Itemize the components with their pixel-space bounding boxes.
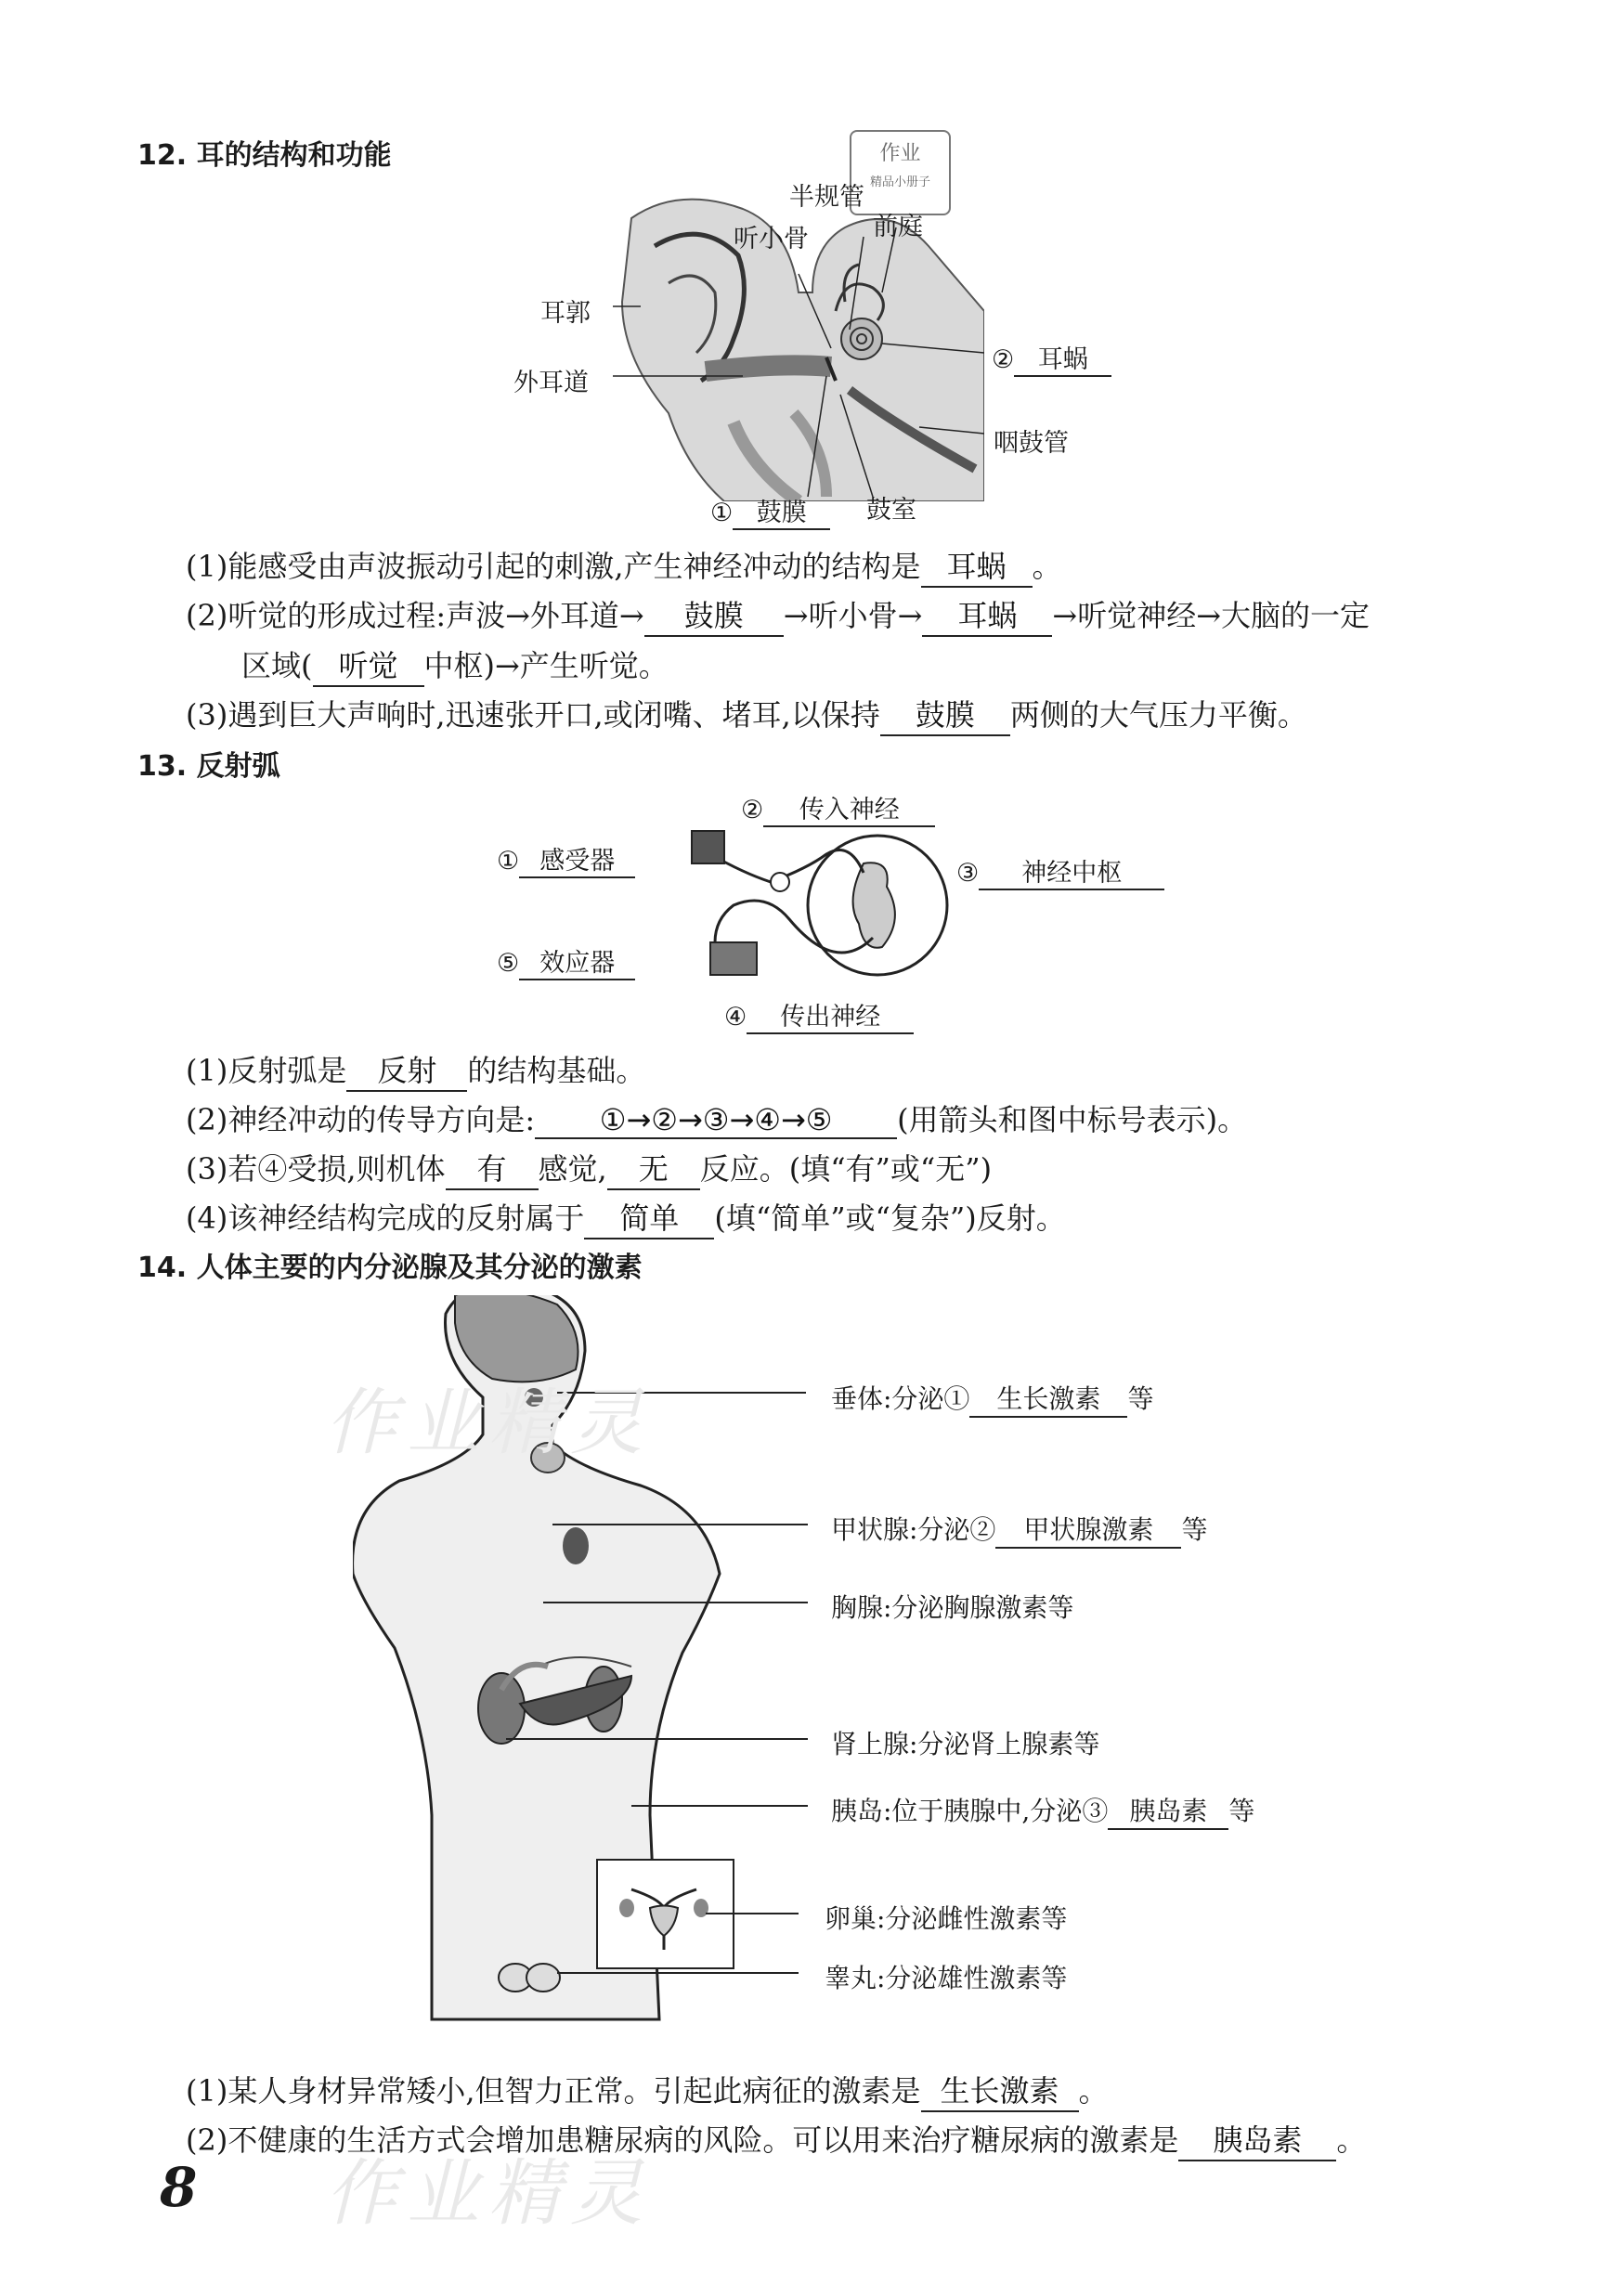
s13-q3-end: 反应。(填“有”或“无”) — [699, 1151, 993, 1187]
ear-answer-1-value: 鼓膜 — [733, 492, 830, 530]
s13-q3-answer-1: 有 — [446, 1146, 539, 1190]
label-number-1: ① — [710, 499, 734, 527]
islets-answer: 胰岛素 — [1108, 1791, 1228, 1830]
pituitary-label — [831, 1379, 1153, 1418]
reflex-arc-diagram — [678, 817, 966, 993]
ear-answer-2 — [992, 339, 1111, 377]
stamp-bottom: 精品小册子 — [869, 175, 930, 189]
s12-q2-end: →听觉神经→大脑的一定 — [1052, 598, 1371, 633]
s13-q2-answer: ①→②→③→④→⑤ — [535, 1102, 897, 1139]
label-ossicles: 听小骨 — [734, 225, 809, 253]
reflex-answer-center: 神经中枢 — [979, 852, 1164, 890]
s13-q4-end: (填“简单”或“复杂”)反射。 — [714, 1200, 1066, 1236]
thymus-label: 胸腺:分泌胸腺激素等 — [831, 1592, 1074, 1623]
s13-q3-text: (3)若④受损,则机体 — [186, 1151, 446, 1187]
s13-q2-end: (用箭头和图中标号表示)。 — [897, 1102, 1248, 1137]
watermark-upper: 作业精灵 — [325, 1382, 653, 1465]
adrenal-label: 肾上腺:分泌肾上腺素等 — [831, 1729, 1100, 1759]
reflex-number-5: ⑤ — [497, 949, 520, 978]
label-eustachian-tube: 咽鼓管 — [994, 429, 1069, 458]
label-semicircular-canals: 半规管 — [789, 183, 864, 212]
s12-q2b-end: 中枢)→产生听觉。 — [423, 648, 669, 683]
watermark-lower: 作业精灵 — [325, 2152, 653, 2236]
section-13-title: 13. 反射弧 — [137, 750, 280, 783]
reflex-number-3: ③ — [956, 859, 980, 888]
pituitary-answer: 生长激素 — [969, 1379, 1127, 1418]
s13-question-1 — [186, 1047, 645, 1092]
ear-answer-2-value: 耳蜗 — [1014, 339, 1111, 377]
leader-line-islets — [631, 1805, 808, 1807]
ovary-label: 卵巢:分泌雌性激素等 — [825, 1903, 1068, 1934]
label-vestibule: 前庭 — [873, 213, 923, 241]
s13-q1-text: (1)反射弧是 — [186, 1053, 347, 1088]
s12-q1-text: (1)能感受由声波振动引起的刺激,产生神经冲动的结构是 — [186, 549, 921, 584]
s12-q1-answer: 耳蜗 — [921, 543, 1033, 588]
s12-q3-end: 两侧的大气压力平衡。 — [1009, 697, 1307, 733]
label-pinna: 耳郭 — [540, 299, 591, 328]
leader-line-adrenal — [506, 1738, 808, 1740]
reflex-answer-4 — [724, 996, 914, 1034]
islets-text: 胰岛:位于胰腺中,分泌③ — [831, 1796, 1109, 1826]
reflex-answer-afferent: 传入神经 — [763, 789, 935, 827]
s13-q4-answer: 简单 — [584, 1195, 714, 1239]
s13-q3-answer-2: 无 — [607, 1146, 700, 1190]
s14-q1-text: (1)某人身材异常矮小,但智力正常。引起此病征的激素是 — [186, 2073, 921, 2109]
ear-answer-1 — [710, 492, 830, 530]
s13-q1-answer: 反射 — [346, 1047, 467, 1092]
s12-q2-text: (2)听觉的形成过程:声波→外耳道→ — [186, 598, 644, 633]
reflex-number-4: ④ — [724, 1003, 747, 1032]
pituitary-text: 垂体:分泌① — [831, 1383, 970, 1414]
page-number: 8 — [160, 2156, 198, 2219]
reflex-answer-receptor: 感受器 — [519, 840, 635, 878]
reflex-answer-effector: 效应器 — [519, 942, 635, 980]
reflex-answer-5 — [497, 942, 635, 980]
s13-q3-mid: 感觉, — [538, 1151, 607, 1187]
s13-question-4 — [186, 1195, 1066, 1239]
s13-q4-text: (4)该神经结构完成的反射属于 — [186, 1200, 585, 1236]
s14-question-1 — [186, 2068, 1109, 2112]
leader-line-ovary — [706, 1913, 799, 1914]
label-ear-canal: 外耳道 — [513, 369, 589, 397]
s13-q1-end: 的结构基础。 — [467, 1053, 646, 1088]
s13-question-2 — [186, 1097, 1247, 1139]
s12-q1-end: 。 — [1032, 549, 1062, 584]
s13-question-3 — [186, 1146, 992, 1190]
label-number-2: ② — [992, 345, 1015, 374]
s12-q2-mid: →听小骨→ — [783, 598, 923, 633]
reflex-answer-1 — [497, 840, 635, 878]
uterus-ovary-illustration — [613, 1875, 715, 1950]
s12-question-2 — [186, 592, 1370, 637]
s12-q2b-answer: 听觉 — [313, 642, 424, 687]
label-tympanic-cavity: 鼓室 — [866, 496, 916, 525]
islets-end: 等 — [1228, 1796, 1255, 1826]
leader-line-testis — [557, 1972, 799, 1974]
s12-q3-answer: 鼓膜 — [880, 692, 1010, 736]
s12-question-3 — [186, 692, 1307, 736]
islets-label — [831, 1791, 1254, 1830]
thyroid-label — [831, 1510, 1207, 1549]
leader-line-thyroid — [552, 1524, 808, 1525]
s12-question-1 — [186, 543, 1062, 588]
s12-question-2-continued — [241, 642, 669, 687]
homework-stamp — [850, 130, 951, 215]
reflex-answer-efferent: 传出神经 — [747, 996, 914, 1034]
thyroid-text: 甲状腺:分泌② — [831, 1514, 996, 1545]
reflex-answer-3 — [956, 852, 1164, 890]
s14-q2-end: 。 — [1336, 2122, 1367, 2158]
s13-q2-text: (2)神经冲动的传导方向是: — [186, 1102, 536, 1137]
s12-q3-text: (3)遇到巨大声响时,迅速张开口,或闭嘴、堵耳,以保持 — [186, 697, 880, 733]
section-14-title: 14. 人体主要的内分泌腺及其分泌的激素 — [137, 1252, 643, 1284]
leader-line-thymus — [543, 1602, 808, 1603]
s14-q1-answer: 生长激素 — [921, 2068, 1079, 2112]
reflex-number-1: ① — [497, 847, 520, 876]
reflex-answer-2 — [741, 789, 935, 827]
s14-q2-answer: 胰岛素 — [1178, 2117, 1336, 2161]
section-12-title: 12. 耳的结构和功能 — [137, 139, 392, 172]
s14-q2-text: (2)不健康的生活方式会增加患糖尿病的风险。可以用来治疗糖尿病的激素是 — [186, 2122, 1179, 2158]
s12-q2-answer-1: 鼓膜 — [644, 592, 784, 637]
s12-q2b-text: 区域( — [241, 648, 313, 683]
pituitary-end: 等 — [1127, 1383, 1154, 1414]
s12-q2-answer-2: 耳蜗 — [922, 592, 1052, 637]
testis-label: 睾丸:分泌雄性激素等 — [825, 1963, 1068, 1993]
thyroid-end: 等 — [1181, 1514, 1208, 1545]
s14-q1-end: 。 — [1078, 2073, 1109, 2109]
thyroid-answer: 甲状腺激素 — [995, 1510, 1181, 1549]
stamp-top: 作业 — [879, 142, 921, 165]
reflex-number-2: ② — [741, 796, 764, 824]
